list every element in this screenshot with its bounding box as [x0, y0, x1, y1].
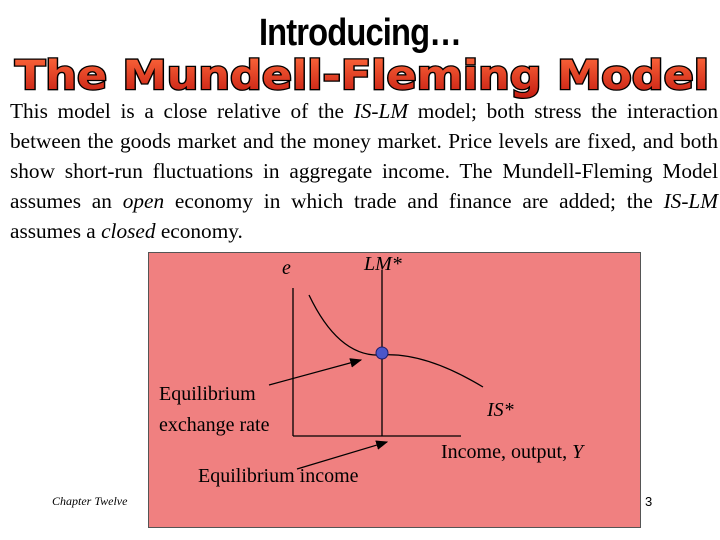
- mundell-fleming-diagram: [149, 253, 640, 527]
- equilibrium-rate-label-line1: Equilibrium: [159, 383, 256, 405]
- body-text-segment: economy.: [155, 219, 243, 243]
- body-italic-term: IS-LM: [663, 189, 718, 213]
- is-star-label: IS*: [487, 399, 514, 421]
- is-star-curve: [309, 295, 483, 387]
- body-text-segment: economy in which trade and finance are added; the: [164, 189, 664, 213]
- body-text-segment: assumes a: [10, 219, 102, 243]
- wordart-title-text: The Mundell-Fleming Model: [15, 53, 709, 99]
- body-italic-term: open: [122, 189, 165, 213]
- equilibrium-rate-label-line2: exchange rate: [159, 414, 270, 436]
- x-axis-label: [441, 441, 585, 463]
- intro-paragraph: [10, 96, 718, 246]
- y-axis-label: e: [282, 257, 291, 279]
- body-text-segment: This model is a close relative of the: [10, 99, 354, 123]
- equilibrium-point: [376, 347, 388, 359]
- equilibrium-income-label: Equilibrium income: [198, 465, 359, 487]
- lm-star-label: LM*: [364, 253, 402, 275]
- chapter-footer: Chapter Twelve: [52, 494, 128, 508]
- exchange-rate-arrow: [269, 360, 361, 385]
- intro-heading: Introducing…: [258, 12, 462, 54]
- x-axis-label-text: Income, output,: [441, 441, 573, 463]
- body-italic-term: closed: [101, 219, 156, 243]
- body-italic-term: IS-LM: [353, 99, 409, 123]
- body-text-segment: model; both stress the interaction between the goods market and the money market. Price levels are fixed, and both show short-run fluctuations in aggregate income. The Mundell-Fleming Model assumes an: [10, 99, 718, 213]
- wordart-title: [0, 52, 720, 100]
- page-number: 3: [645, 494, 653, 509]
- x-axis-variable: Y: [572, 441, 584, 463]
- diagram-panel: [148, 252, 641, 528]
